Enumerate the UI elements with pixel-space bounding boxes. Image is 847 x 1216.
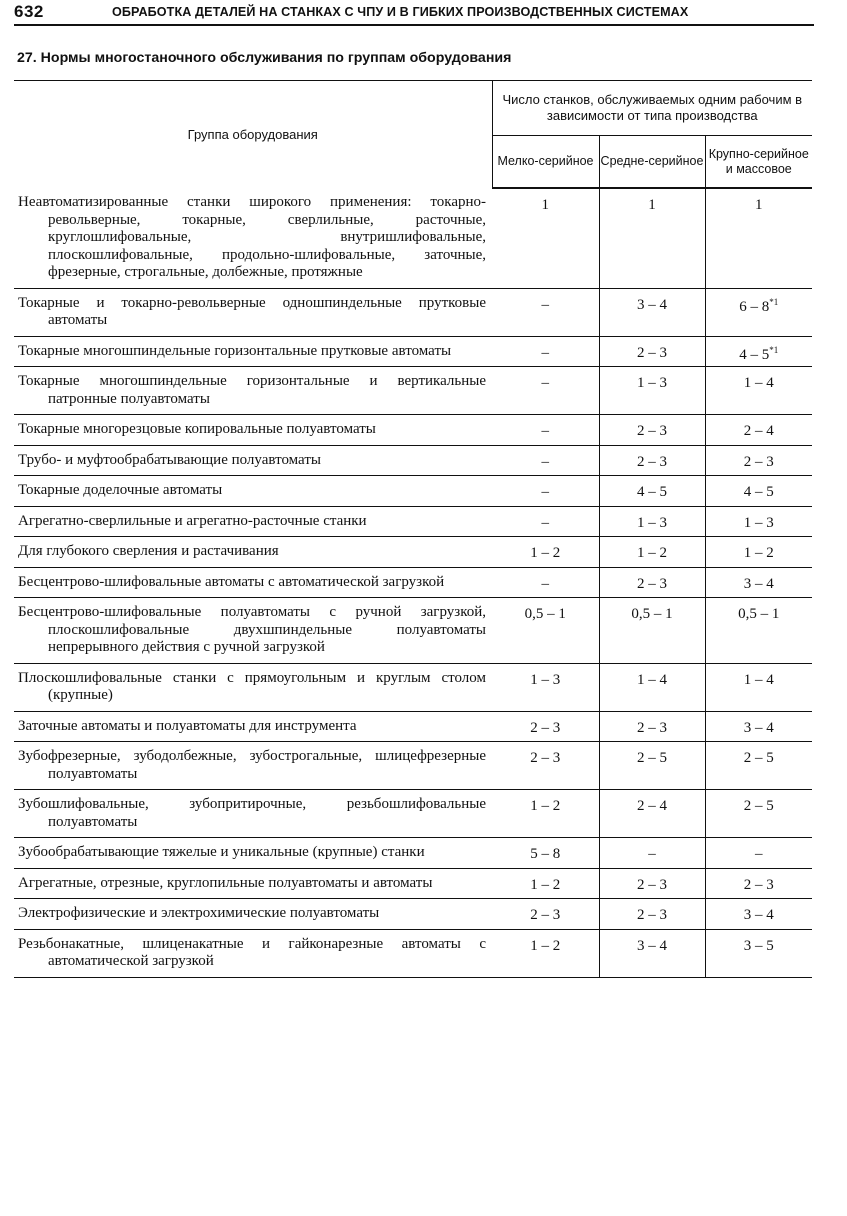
medium-batch-value: 2 – 3 [637, 344, 667, 361]
small-batch-value-cell [492, 663, 599, 711]
medium-batch-value-cell [599, 598, 705, 664]
medium-batch-value: 0,5 – 1 [631, 606, 673, 622]
medium-batch-value: 1 – 3 [637, 514, 667, 531]
equipment-group-cell [14, 663, 492, 711]
medium-batch-value: 2 – 3 [637, 907, 667, 923]
table-row [14, 367, 812, 415]
small-batch-value: – [541, 296, 549, 313]
table-row [14, 899, 812, 930]
table-row [14, 567, 812, 598]
large-batch-value: 4 – 5 [743, 484, 774, 500]
medium-batch-value: 1 – 2 [637, 545, 667, 561]
small-batch-value-cell [492, 367, 599, 415]
equipment-group-cell [14, 790, 492, 838]
large-batch-value: 2 – 5 [743, 798, 774, 814]
table-row [14, 476, 812, 507]
large-batch-value: 3 – 5 [743, 937, 774, 954]
small-batch-value-cell [492, 188, 599, 288]
table-row [14, 336, 812, 367]
large-batch-value-cell [705, 929, 812, 977]
small-batch-value-cell [492, 567, 599, 598]
medium-batch-value-cell [599, 929, 705, 977]
large-batch-value-cell [705, 336, 812, 367]
large-batch-value-cell [705, 567, 812, 598]
small-batch-value-cell [492, 868, 599, 899]
large-batch-value: 3 – 4 [743, 907, 774, 923]
large-batch-value: 0,5 – 1 [738, 606, 780, 622]
small-batch-value-cell [492, 899, 599, 930]
footnote-mark: *1 [769, 296, 779, 307]
medium-batch-value-cell [599, 838, 705, 869]
medium-batch-value-cell [599, 868, 705, 899]
small-batch-value: 5 – 8 [530, 846, 561, 862]
medium-batch-value: 1 – 3 [637, 375, 667, 391]
equipment-group-cell [14, 899, 492, 930]
equipment-group-cell [14, 929, 492, 977]
medium-batch-value-cell [599, 537, 705, 568]
small-batch-value: 1 – 2 [530, 876, 561, 893]
table-caption: 27. Нормы многостаночного обслуживания по группам оборудования [17, 50, 512, 66]
equipment-group-cell [14, 367, 492, 415]
large-batch-value: 1 – 3 [743, 514, 774, 531]
table-row [14, 506, 812, 537]
medium-batch-value-cell [599, 367, 705, 415]
equipment-group-cell [14, 567, 492, 598]
small-batch-value: – [541, 575, 549, 592]
equipment-group-cell [14, 445, 492, 476]
medium-batch-value: 2 – 4 [637, 798, 667, 814]
large-batch-value-cell [705, 663, 812, 711]
medium-batch-value-cell [599, 742, 705, 790]
medium-batch-value-cell [599, 445, 705, 476]
equipment-group-cell [14, 742, 492, 790]
table-row [14, 742, 812, 790]
small-batch-value-cell [492, 790, 599, 838]
table-row [14, 711, 812, 742]
equipment-group-cell [14, 537, 492, 568]
table-row [14, 790, 812, 838]
equipment-group-name: Заточные автоматы и полуавтоматы для инструмента [18, 717, 357, 734]
small-batch-value: 1 [541, 197, 549, 213]
table-row [14, 537, 812, 568]
medium-batch-value: 2 – 3 [637, 423, 667, 439]
equipment-group-name: Бесцентрово-шлифовальные полуавтоматы с ручной загрузкой, плоскошлифовальные двухшпиндельные полуавтоматы непрерывного действия с ручной загрузкой [18, 604, 486, 655]
large-batch-value: 3 – 4 [743, 719, 774, 736]
table-row [14, 929, 812, 977]
small-batch-value: 2 – 3 [530, 750, 561, 766]
column-header-group: Группа оборудования [14, 81, 492, 189]
medium-batch-value: 2 – 3 [637, 876, 667, 893]
small-batch-value-cell [492, 415, 599, 446]
medium-batch-value: 2 – 3 [637, 453, 667, 470]
large-batch-value-cell [705, 899, 812, 930]
small-batch-value-cell [492, 476, 599, 507]
equipment-group-cell [14, 415, 492, 446]
large-batch-value-cell [705, 188, 812, 288]
medium-batch-value-cell [599, 663, 705, 711]
equipment-group-cell [14, 288, 492, 336]
large-batch-value: 6 – 8 [739, 298, 770, 315]
footnote-mark: *1 [769, 344, 779, 355]
equipment-group-name: Токарные многошпиндельные горизонтальные и вертикальные патронные полуавтоматы [18, 373, 486, 407]
medium-batch-value: 1 [648, 197, 656, 213]
equipment-group-name: Агрегатно-сверлильные и агрегатно-расточные станки [18, 512, 367, 529]
table-row [14, 288, 812, 336]
large-batch-value-cell [705, 476, 812, 507]
medium-batch-value: 3 – 4 [637, 937, 667, 954]
equipment-group-cell [14, 476, 492, 507]
equipment-group-cell [14, 336, 492, 367]
large-batch-value: 1 [755, 197, 763, 213]
equipment-group-cell [14, 838, 492, 869]
medium-batch-value-cell [599, 899, 705, 930]
equipment-group-name: Трубо- и муфтообрабатывающие полуавтоматы [18, 451, 321, 468]
large-batch-value-cell [705, 415, 812, 446]
equipment-group-name: Неавтоматизированные станки широкого применения: токарно-револьверные, токарные, сверлильные, расточные, круглошлифовальные, внутришлифовальные, плоскошлифовальные, продольно-шлифовальные, заточные, фрезерные, строгальные, долбежные, протяжные [18, 194, 486, 280]
small-batch-value: 1 – 3 [530, 671, 561, 688]
small-batch-value: 1 – 2 [530, 937, 561, 954]
equipment-group-name: Зубошлифовальные, зубопритирочные, резьбошлифовальные полуавтоматы [18, 796, 486, 830]
medium-batch-value-cell [599, 506, 705, 537]
running-head [14, 2, 814, 24]
large-batch-value-cell [705, 288, 812, 336]
small-batch-value: – [541, 423, 549, 439]
small-batch-value-cell [492, 711, 599, 742]
large-batch-value: – [755, 846, 763, 862]
equipment-group-cell [14, 598, 492, 664]
equipment-group-name: Агрегатные, отрезные, круглопильные полуавтоматы и автоматы [18, 874, 433, 891]
table-row [14, 868, 812, 899]
equipment-group-name: Резьбонакатные, шлиценакатные и гайконарезные автоматы с автоматической загрузкой [18, 935, 486, 969]
small-batch-value: – [541, 453, 549, 470]
norms-table [14, 80, 812, 978]
medium-batch-value-cell [599, 188, 705, 288]
equipment-group-name: Зубофрезерные, зубодолбежные, зубострогальные, шлицефрезерные полуавтоматы [18, 748, 486, 782]
medium-batch-value: 4 – 5 [637, 484, 667, 500]
large-batch-value-cell [705, 711, 812, 742]
medium-batch-value: – [648, 846, 656, 862]
small-batch-value: – [541, 484, 549, 500]
column-header-large-batch: Крупно-серийное и массовое [705, 136, 812, 189]
column-header-medium-batch: Средне-серийное [599, 136, 705, 189]
table-row [14, 188, 812, 288]
large-batch-value-cell [705, 598, 812, 664]
equipment-group-name: Токарные многорезцовые копировальные полуавтоматы [18, 421, 376, 437]
large-batch-value-cell [705, 868, 812, 899]
small-batch-value-cell [492, 598, 599, 664]
large-batch-value-cell [705, 445, 812, 476]
equipment-group-cell [14, 868, 492, 899]
small-batch-value: 2 – 3 [530, 719, 561, 736]
small-batch-value: – [541, 514, 549, 531]
medium-batch-value: 3 – 4 [637, 296, 667, 313]
large-batch-value: 3 – 4 [743, 575, 774, 592]
medium-batch-value-cell [599, 415, 705, 446]
medium-batch-value-cell [599, 567, 705, 598]
large-batch-value-cell [705, 742, 812, 790]
medium-batch-value: 2 – 5 [637, 750, 667, 766]
page-number: 632 [14, 2, 44, 21]
column-header-small-batch: Мелко-серийное [492, 136, 599, 189]
small-batch-value-cell [492, 537, 599, 568]
large-batch-value: 4 – 5 [739, 346, 770, 363]
small-batch-value-cell [492, 336, 599, 367]
small-batch-value: – [541, 375, 549, 391]
large-batch-value: 2 – 3 [743, 453, 774, 470]
small-batch-value-cell [492, 929, 599, 977]
equipment-group-name: Плоскошлифовальные станки с прямоугольным и круглым столом (крупные) [18, 669, 486, 703]
equipment-group-name: Токарные и токарно-револьверные одношпиндельные прутковые автоматы [18, 294, 486, 328]
large-batch-value-cell [705, 506, 812, 537]
table-row [14, 663, 812, 711]
table-row [14, 445, 812, 476]
equipment-group-name: Токарные доделочные автоматы [18, 482, 223, 498]
equipment-group-name: Электрофизические и электрохимические полуавтоматы [18, 905, 380, 921]
medium-batch-value-cell [599, 711, 705, 742]
medium-batch-value: 2 – 3 [637, 575, 667, 592]
equipment-group-cell [14, 188, 492, 288]
equipment-group-name: Токарные многошпиндельные горизонтальные прутковые автоматы [18, 342, 452, 359]
equipment-group-name: Бесцентрово-шлифовальные автоматы с автоматической загрузкой [18, 573, 445, 590]
running-title: ОБРАБОТКА ДЕТАЛЕЙ НА СТАНКАХ С ЧПУ И В ГИБКИХ ПРОИЗВОДСТВЕННЫХ СИСТЕМАХ [112, 5, 689, 19]
large-batch-value: 1 – 2 [743, 545, 774, 561]
large-batch-value: 2 – 3 [743, 876, 774, 893]
small-batch-value-cell [492, 742, 599, 790]
medium-batch-value: 1 – 4 [637, 671, 667, 688]
large-batch-value-cell [705, 790, 812, 838]
medium-batch-value-cell [599, 790, 705, 838]
equipment-group-name: Для глубокого сверления и растачивания [18, 543, 279, 559]
small-batch-value: 1 – 2 [530, 545, 561, 561]
small-batch-value-cell [492, 445, 599, 476]
medium-batch-value-cell [599, 476, 705, 507]
header-rule [14, 24, 814, 26]
medium-batch-value-cell [599, 288, 705, 336]
small-batch-value: 0,5 – 1 [524, 606, 566, 622]
table-row [14, 415, 812, 446]
small-batch-value: 1 – 2 [530, 798, 561, 814]
equipment-group-cell [14, 711, 492, 742]
small-batch-value-cell [492, 288, 599, 336]
table-row [14, 598, 812, 664]
large-batch-value-cell [705, 537, 812, 568]
small-batch-value-cell [492, 838, 599, 869]
medium-batch-value-cell [599, 336, 705, 367]
column-header-machines-count: Число станков, обслуживаемых одним рабочим в зависимости от типа производства [492, 81, 812, 136]
small-batch-value: 2 – 3 [530, 907, 561, 923]
small-batch-value: – [541, 344, 549, 361]
large-batch-value: 2 – 4 [743, 423, 774, 439]
equipment-group-cell [14, 506, 492, 537]
medium-batch-value: 2 – 3 [637, 719, 667, 736]
table-row [14, 838, 812, 869]
equipment-group-name: Зубообрабатывающие тяжелые и уникальные (крупные) станки [18, 844, 425, 860]
large-batch-value: 1 – 4 [743, 375, 774, 391]
large-batch-value-cell [705, 367, 812, 415]
small-batch-value-cell [492, 506, 599, 537]
large-batch-value: 2 – 5 [743, 750, 774, 766]
large-batch-value-cell [705, 838, 812, 869]
large-batch-value: 1 – 4 [743, 671, 774, 688]
